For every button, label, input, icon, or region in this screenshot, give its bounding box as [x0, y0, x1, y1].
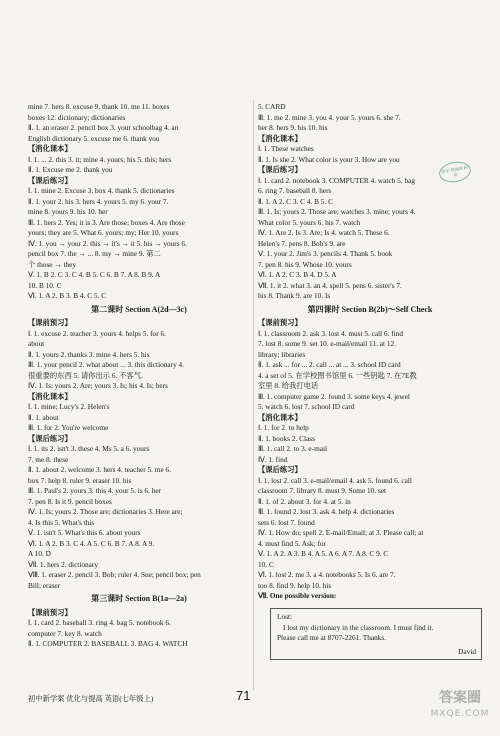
answer-line: her 8. hers 9. his 10. his [258, 123, 328, 132]
answer-line: Ⅰ. 1. These watches [258, 144, 314, 153]
answer-line: 10. C [258, 559, 274, 569]
subsection-label: 【消化课本】 [28, 144, 72, 153]
answer-line: 5. watch 6. lost 7. school ID card [258, 402, 355, 411]
answer-line: Ⅰ. 1. classroom 2. ask 3. lost 4. must 5. call 6. find [258, 328, 404, 338]
answer-line: Ⅱ. 1. Is she 2. What color is your 3. How are you [258, 154, 400, 164]
answer-line: Ⅴ. 1. your 2. Jim's 3. pencils 4. Thank 5. book [258, 249, 393, 258]
answer-line: Ⅴ. 1. B 2. C 3. C 4. B 5. C 6. B 7. A 8. B 9. A [28, 270, 161, 279]
answer-line: Ⅳ. 1. How do; spell 2. E-mail/Email; at 3. Please call; at [258, 528, 424, 537]
answer-line: Ⅱ. 1. ask ... for ... 2. call ... at ... 3. school ID card [258, 360, 401, 369]
answer-line: Ⅳ. 1. Are 2. Is 3. Are; Is 4. watch 5. These 6. [258, 228, 390, 237]
answer-line: Ⅱ. 1. yours 2. thanks 3. mine 4. hers 5. his [28, 349, 150, 359]
page-number: 71 [236, 688, 251, 703]
answer-line: Ⅰ. 1. excuse 2. teacher 3. yours 4. helps 5. for 6. [28, 328, 166, 338]
subsection-label: 【消化课本】 [258, 133, 302, 143]
answer-line: What color 5. yours 6. his 7. watch [258, 217, 361, 227]
answer-line: 7. me 8. these [28, 454, 69, 464]
answer-line: Helen's 7. pens 8. Bob's 9. are [258, 238, 346, 248]
section-heading: 第三课时 Section B(1a—2a) [91, 594, 187, 603]
answer-line: library; libraries [258, 349, 306, 359]
answer-line: 室里 8. 给我打电话 [258, 381, 319, 390]
subsection-label: 【课前预习】 [258, 318, 302, 327]
answer-line: Ⅴ. 1. A 2. A 3. B 4. A 5. A 6. A 7. A 8. C 9. C [258, 549, 389, 558]
answer-line: Ⅲ. 1. your pencil 2. what about ... 3. this dictionary 4. [28, 360, 185, 369]
answer-line: Ⅱ. 1. Excuse me 2. thank you [28, 165, 113, 174]
answer-line: Ⅱ. 1. of 2. about 3. for 4. at 5. in [258, 496, 351, 506]
answer-line: Ⅳ. 1. find [258, 454, 288, 464]
answer-line: Ⅵ. 1. A 2. B 3. C 4. A 5. C 6. B 7. A 8. A 9. [28, 538, 155, 548]
subsection-label: 【课后练习】 [28, 433, 72, 443]
answer-line: 7. pen 8. his 9. Whose 10. yours [258, 259, 352, 269]
subsection-label: 【消化课本】 [28, 391, 72, 401]
answer-line: English dictionary 5. excuse me 6. thank you [28, 133, 160, 143]
answer-line: Ⅵ. 1. lost 2. me 3. a 4. notebooks 5. Is 6. are 7. [258, 570, 396, 579]
answer-line: Ⅶ. 1. hers 2. dictionary [28, 559, 98, 569]
section-heading: 第四课时 Section B(2b)～Self Check [307, 304, 433, 314]
answer-line: boxes 12. dictionary; dictionaries [28, 112, 126, 122]
column-divider [253, 100, 254, 690]
answer-line: 7. lost 8. some 9. set 10. e-mail/email 11. at 12. [258, 339, 396, 348]
answer-line: box 7. help 8. ruler 9. eraser 10. his [28, 475, 132, 485]
subsection-label: 【课后练习】 [28, 175, 72, 185]
answer-line: Ⅲ. 1. computer game 2. found 3. some keys 4. jewel [258, 391, 410, 401]
answer-line: Ⅰ. 1. mine 2. Excuse 3. box 4. thank 5. dictionaries [28, 186, 175, 195]
answer-line: Ⅰ. 1. card 2. notebook 3. COMPUTER 4. watch 5. bag [258, 175, 415, 185]
lost-notice-signature: David [458, 646, 476, 656]
answer-line: Bill; eraser [28, 580, 61, 590]
lost-notice-title: Lost: [277, 612, 292, 621]
answer-line: Ⅶ. 1. it 2. what 3. an 4. spell 5. pens 6. sister's 7. [258, 280, 402, 290]
answer-line: Ⅲ. 1. call 2. to 3. e-mail [258, 444, 328, 453]
subsection-label: 【课后练习】 [258, 465, 302, 474]
answer-line: 10. B 10. C [28, 280, 62, 290]
answer-line: 4. must find 5. Ask; for [258, 538, 326, 548]
answer-line: Ⅵ. 1. A 2. C 3. B 4. D 5. A [258, 270, 337, 279]
answer-line: Ⅰ. 1. ... 2. this 3. it; mine 4. yours; his 5. this; hers [28, 154, 172, 164]
answer-line: Ⅰ. 1. its 2. isn't 3. these 4. Ms 5. a 6. yours [28, 444, 150, 453]
answer-line: his 8. Thank 9. are 10. Is [258, 291, 331, 300]
site-watermark [428, 690, 492, 726]
answer-line: pencil box 7. the → ... 8. my → mine 9. 第二 [28, 249, 161, 258]
answer-line: Ⅰ. 1. card 2. baseball 3. ring 4. bag 5. notebook 6. [28, 618, 171, 627]
subsection-label: 【课前预习】 [28, 318, 72, 327]
answer-line: 4. Is this 5. What's this [28, 517, 95, 527]
answer-line: Ⅱ. 1. A 2. C 3. C 4. B 5. C [258, 196, 333, 206]
watermark-main: 答案圈 [439, 690, 481, 706]
answer-line: 7. pen 8. Is it 9. pencil boxes [28, 496, 112, 506]
subsection-label: 【消化课本】 [258, 412, 302, 422]
answer-line: Ⅲ. 1. me 2. mine 3. you 4. your 5. yours 6. she 7. [258, 112, 401, 122]
answer-line: classroom 7. library 8. must 9. Some 10. set [258, 486, 387, 495]
answer-line: Ⅲ. 1. for 2. You're welcome [28, 423, 109, 432]
answer-line: Ⅰ. 1. for 2. to help [258, 423, 309, 432]
answer-line: Ⅱ. 1. books 2. Class [258, 433, 315, 443]
lost-notice-body-1: I lost my dictionary in the classroom. I must find it. [283, 622, 434, 632]
answer-line: Ⅰ. 1. lost 2. call 3. e-mail/email 4. ask 5. found 6. call [258, 475, 412, 485]
answer-line: too 8. find 9. help 10. his [258, 580, 332, 590]
subsection-label: 【课后练习】 [258, 165, 302, 174]
answer-line: A 10. D [28, 549, 51, 558]
answer-line: Ⅱ. 1. about [28, 412, 59, 422]
answer-line: Ⅳ. 1. Is; yours 2. Those are; dictionaries 3. Here are; [28, 507, 183, 516]
answer-line: 5. CARD [258, 102, 286, 111]
answer-line: mine 8. yours 9. his 10. her [28, 207, 108, 216]
answer-line: Ⅱ. 1. an eraser 2. pencil box 3. your schoolbag 4. an [28, 123, 179, 132]
answer-line: Ⅱ. 1. your 2. his 3. hers 4. yours 5. my 6. your 7. [28, 196, 169, 206]
answer-line: Ⅱ. 1. about 2. welcome 3. hers 4. teacher 5. me 6. [28, 465, 171, 474]
subsection-label: Ⅶ. One possible version: [258, 591, 337, 600]
lost-notice-box [270, 608, 482, 660]
answer-line: about [28, 339, 45, 348]
answer-line: Ⅴ. 1. isn't 5. What's this 6. about yours [28, 528, 141, 537]
answer-line: Ⅲ. 1. hers 2. Yes; it is 3. Are those; boxes 4. Are those [28, 217, 185, 227]
answer-line: computer 7. key 8. watch [28, 628, 102, 638]
answer-line: Ⅵ. 1. A 2. B 3. B 4. C 5. C [28, 291, 107, 300]
answer-line: Ⅲ. 1. found 2. lost 3. ask 4. help 4. dictionaries [258, 507, 395, 516]
answer-line: Ⅰ. 1. mine; Lucy's 2. Helen's [28, 402, 110, 411]
watermark-sub: MXQE.COM [430, 709, 490, 719]
answer-line: 4. a set of 5. 在学校图书馆里 6. 一些钥匙 7. 在7E教 [258, 370, 417, 380]
lost-notice-body-2: Please call me at 8707-2261. Thanks. [277, 633, 387, 642]
subsection-label: 【课前预习】 [28, 607, 72, 617]
answer-line: 个 those → they [28, 259, 77, 269]
answer-line: mine 7. hers 8. excuse 9. thank 10. me 11. boxes [28, 102, 170, 111]
stamp-text: 智学 教辅网 精品 [441, 164, 469, 178]
answer-line: Ⅳ. 1. you → your 2. this → it's → it 5. his → yours 6. [28, 238, 187, 248]
answer-line: 很重要的东西 5. 请你出示 6. 不客气. [28, 370, 143, 380]
answer-line: Ⅳ. 1. Is; yours 2. Are; yours 3. Is; his 4. Is; hers [28, 381, 168, 390]
left-answer-column [28, 102, 250, 650]
answer-line: Ⅷ. 1. eraser 2. pencil 3. Bob; ruler 4. Sue; pencil box; pen [28, 570, 201, 579]
page-footer: 初中新学案 优化与提高 英语(七年级上) [28, 694, 154, 703]
section-heading: 第二课时 Section A(2d—3c) [91, 304, 187, 314]
answer-line: Ⅲ. 1. Paul's 2. yours 3. this 4. your 5. is 6. her [28, 486, 162, 495]
answer-line: yours; they are 5. What 6. yours; my; Her 10. yours [28, 228, 179, 237]
answer-line: Ⅱ. 1. COMPUTER 2. BASEBALL 3. BAG 4. WATCH [28, 639, 188, 648]
answer-line: sets 6. lost 7. found [258, 517, 315, 527]
answer-line: Ⅲ. 1. Is; yours 2. Those are; watches 3. mine; yours 4. [258, 207, 416, 216]
answer-line: 6. ring 7. baseball 8. hers [258, 186, 332, 195]
